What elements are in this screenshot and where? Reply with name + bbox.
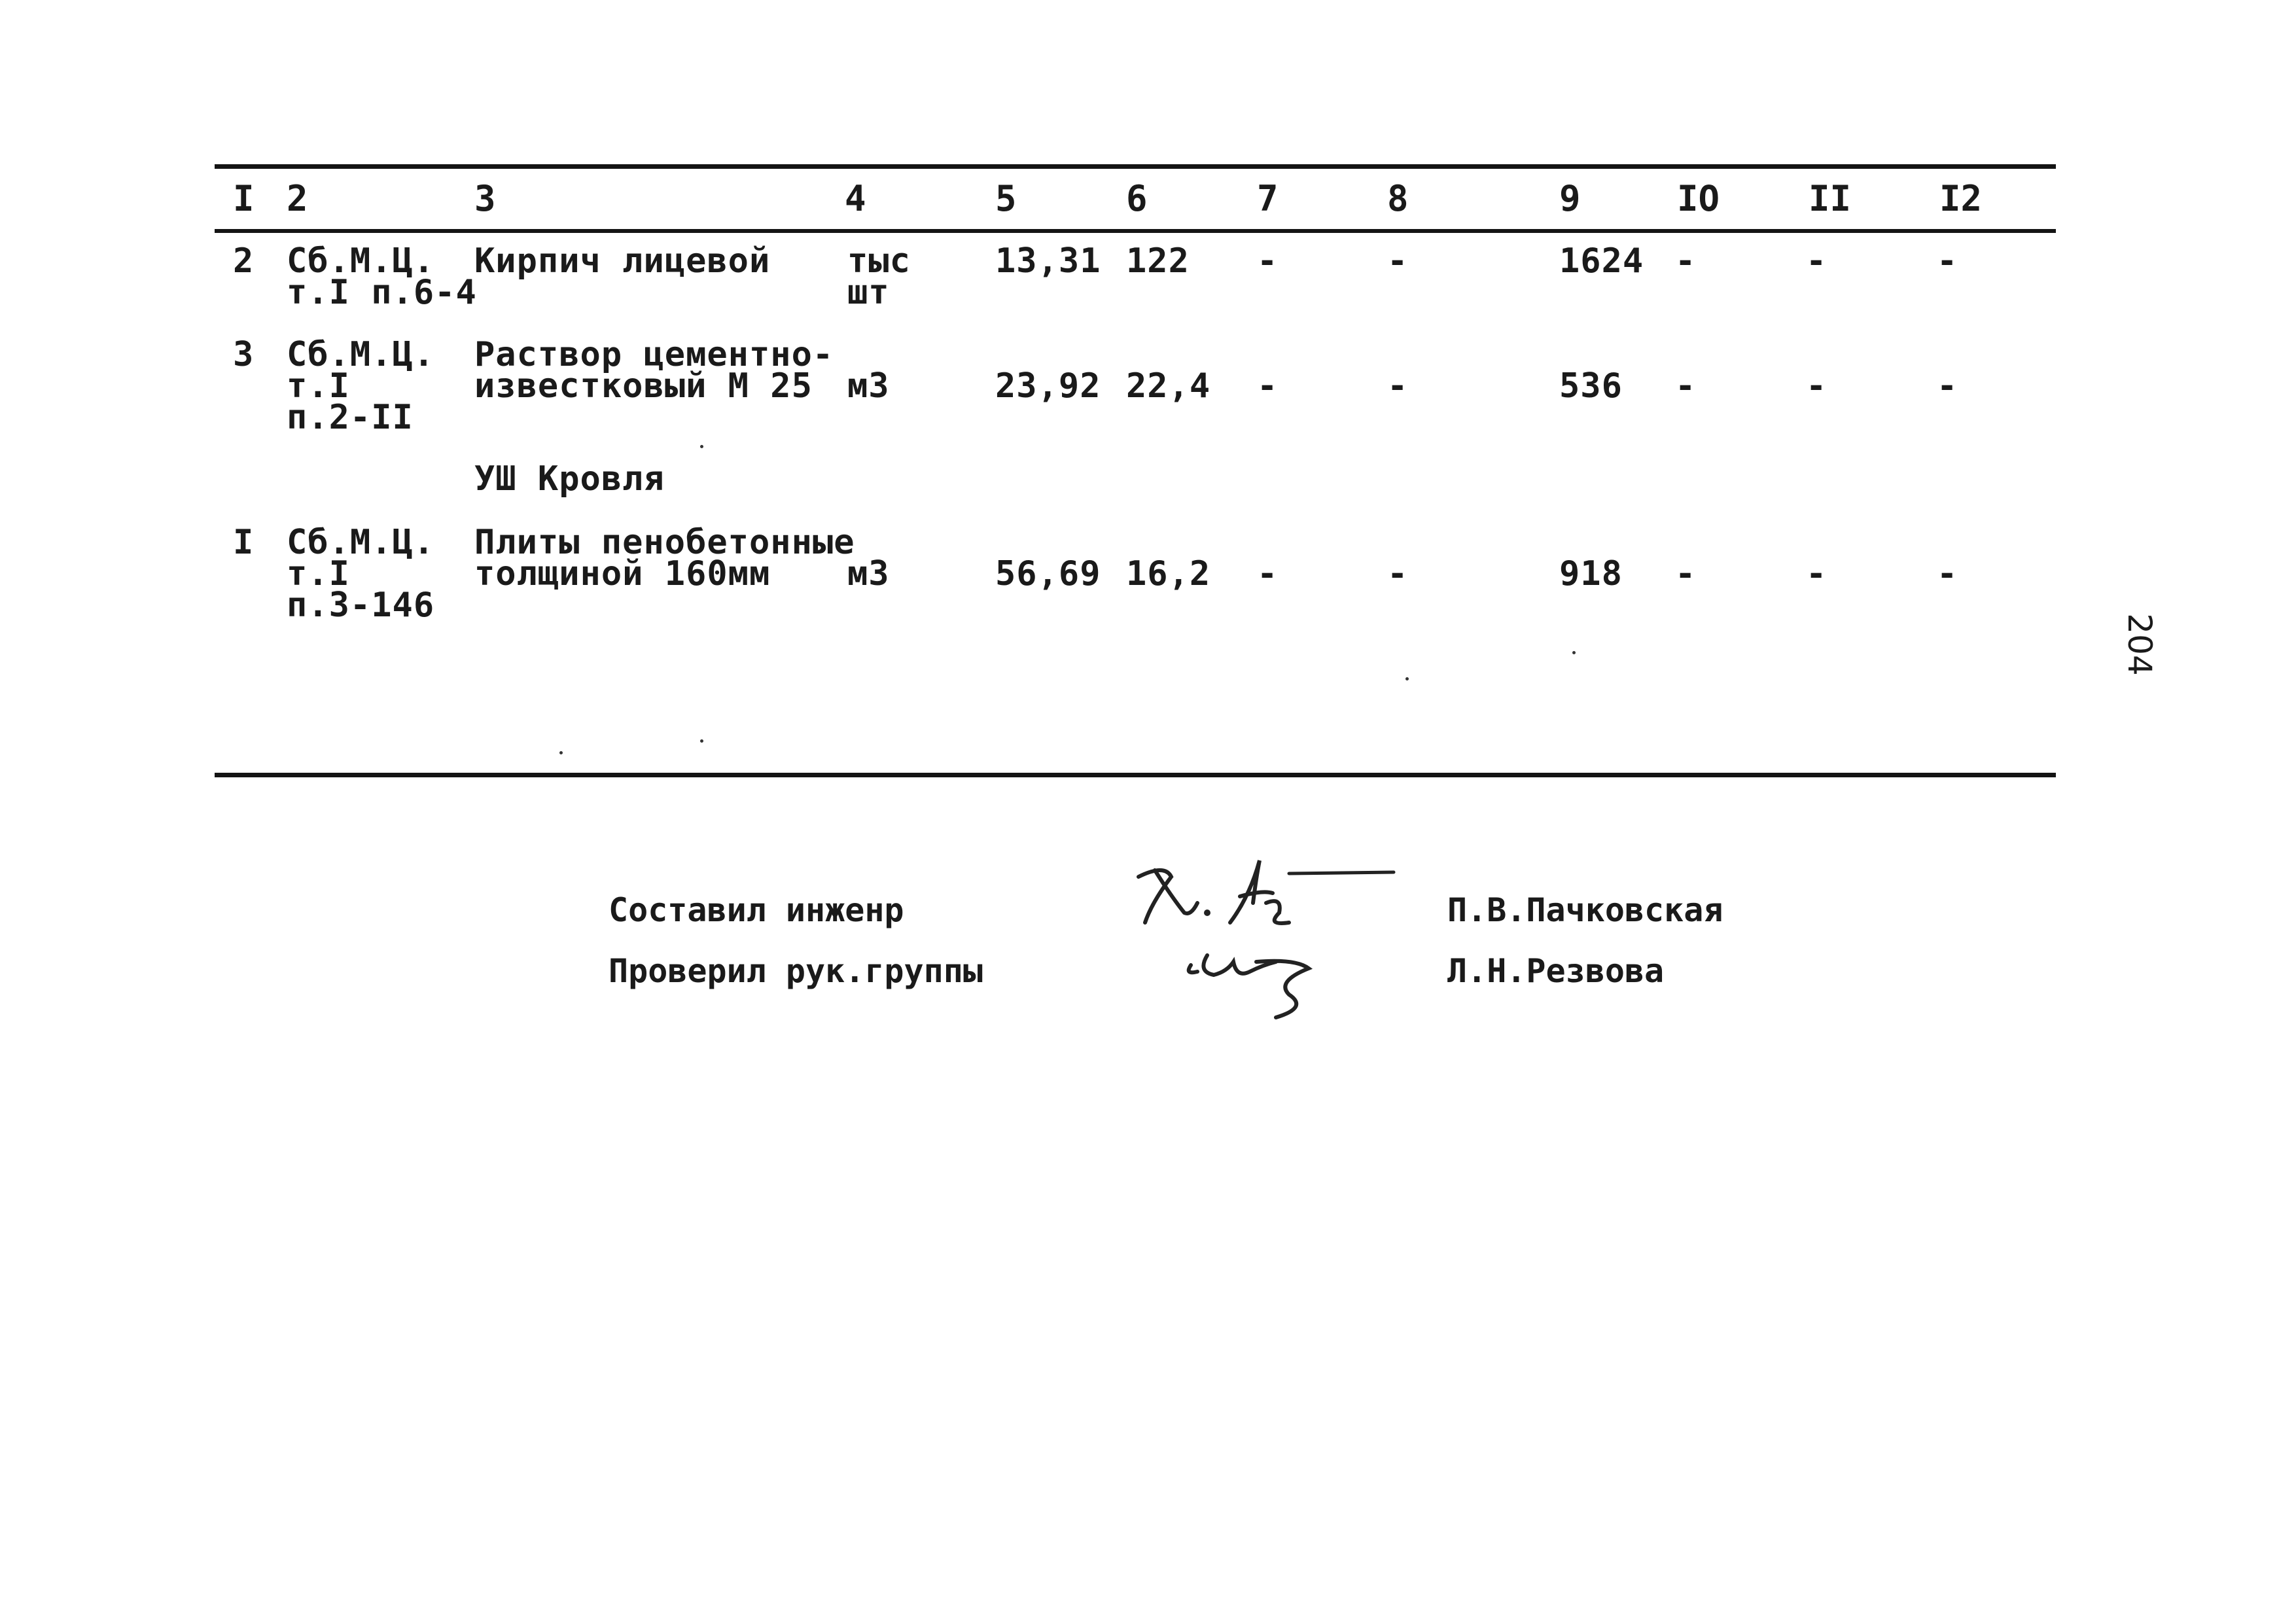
row-col10: - [1675,554,1697,593]
table-bottom-rule [215,773,2056,777]
row-col10: - [1675,366,1697,406]
row-col6: 122 [1126,241,1190,281]
row-number: 2 [233,241,255,281]
checked-by-name: Л.Н.Резвова [1447,952,1665,990]
row-col12: - [1937,241,1958,281]
row-unit: м3 [847,366,890,406]
row-col5: 56,69 [995,554,1101,593]
row-col8: - [1387,366,1409,406]
column-number-3: 3 [474,178,496,219]
scan-speck [700,445,703,448]
row-col5: 13,31 [995,241,1101,281]
scan-speck [700,739,703,743]
checked-by-label: Проверил рук.группы [609,952,983,990]
row-unit: тыс шт [847,241,911,312]
column-number-5: 5 [995,178,1017,219]
row-name: Плиты пенобетонные толщиной 160мм [474,523,855,593]
row-number: I [233,523,255,562]
row-col7: - [1257,554,1279,593]
column-number-7: 7 [1257,178,1279,219]
column-number-9: 9 [1559,178,1581,219]
column-number-8: 8 [1387,178,1409,219]
row-col12: - [1937,366,1958,406]
handwritten-signature-checked [1178,936,1348,1027]
scan-speck [559,751,563,754]
table-top-rule [215,164,2056,169]
row-col11: - [1806,554,1828,593]
row-col11: - [1806,366,1828,406]
row-reference: Сб.М.Ц. т.I п.6-4 [287,241,477,312]
row-col8: - [1387,554,1409,593]
row-col9: 1624 [1559,241,1644,281]
row-col8: - [1387,241,1409,281]
section-heading: УШ Кровля [474,459,665,499]
row-name: Кирпич лицевой [474,241,771,281]
row-col6: 16,2 [1126,554,1211,593]
scan-speck [1405,677,1409,680]
row-name: Раствор цементно- известковый М 25 [474,335,834,406]
row-reference: Сб.М.Ц. т.I п.3-146 [287,523,435,625]
row-col11: - [1806,241,1828,281]
column-number-2: 2 [287,178,308,219]
row-col9: 536 [1559,366,1623,406]
scan-speck [1572,651,1576,654]
row-reference: Сб.М.Ц. т.I п.2-II [287,335,435,437]
page-number: 204 [2121,613,2159,676]
row-col10: - [1675,241,1697,281]
column-number-4: 4 [845,178,866,219]
row-col9: 918 [1559,554,1623,593]
compiled-by-name: П.В.Пачковская [1447,891,1723,929]
column-number-11: II [1809,178,1852,219]
table-header-rule [215,229,2056,233]
row-col5: 23,92 [995,366,1101,406]
row-col6: 22,4 [1126,366,1211,406]
handwritten-signature-compiled [1125,851,1407,942]
column-number-1: I [233,178,255,219]
row-col7: - [1257,241,1279,281]
row-number: 3 [233,335,255,374]
row-col7: - [1257,366,1279,406]
compiled-by-label: Составил инженр [609,891,904,929]
column-number-12: I2 [1939,178,1983,219]
row-unit: м3 [847,554,890,593]
column-number-6: 6 [1126,178,1148,219]
column-number-10: IO [1677,178,1720,219]
row-col12: - [1937,554,1958,593]
